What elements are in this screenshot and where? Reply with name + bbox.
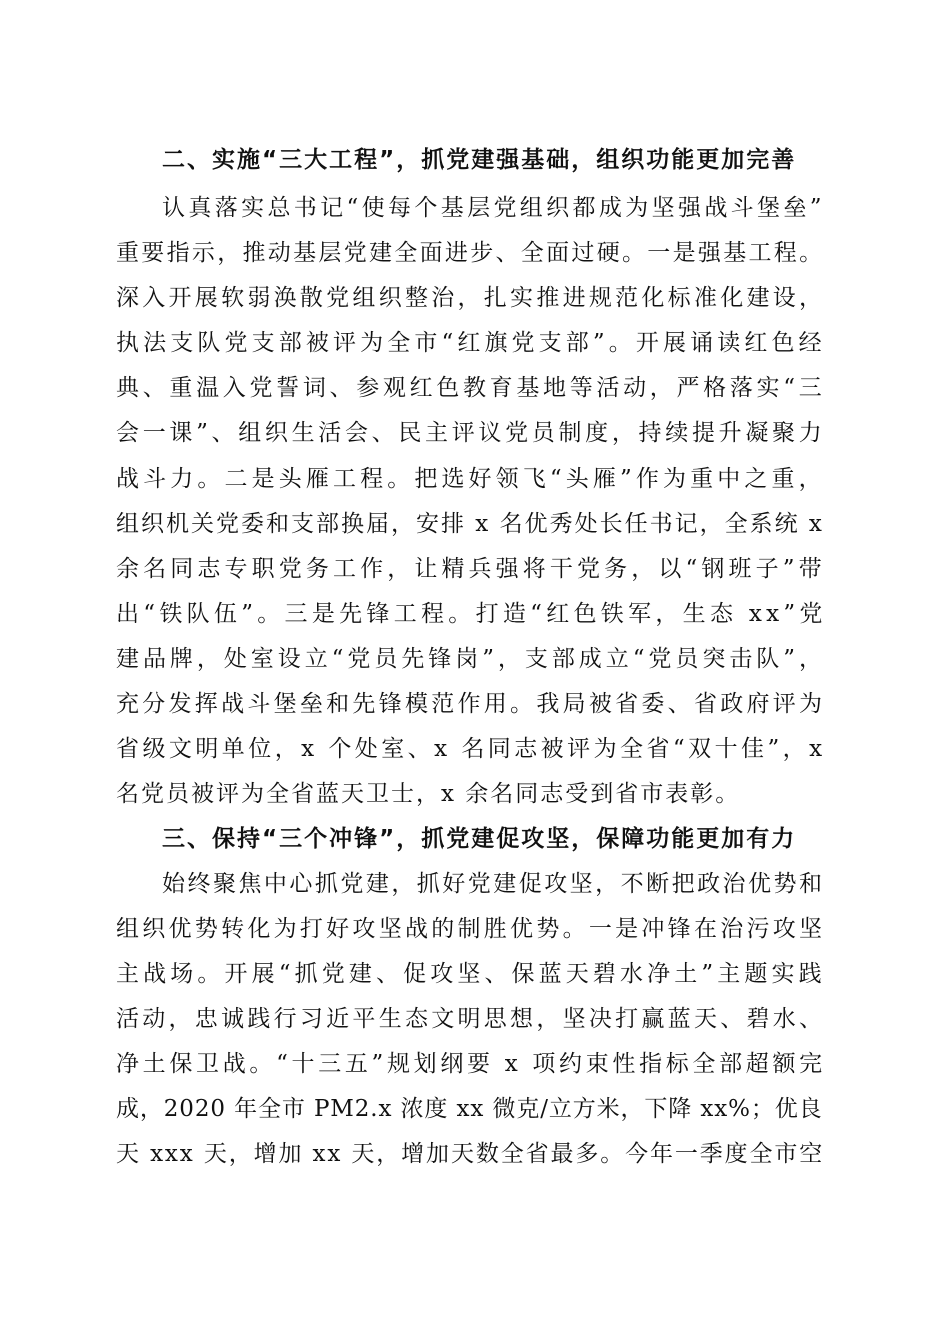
section-heading-3: 三、保持“三个冲锋”，抓党建促攻坚，保障功能更加有力 — [162, 826, 797, 852]
section-heading-2: 二、实施“三大工程”，抓党建强基础，组织功能更加完善 — [162, 147, 797, 173]
paragraph-line: 执法支队党支部被评为全市“红旗党支部”。开展诵读红色经 — [116, 330, 826, 356]
paragraph-line: 净土保卫战。“十三五”规划纲要 x 项约束性指标全部超额完 — [116, 1051, 826, 1077]
paragraph-line: 重要指示，推动基层党建全面进步、全面过硬。一是强基工程。 — [116, 240, 825, 266]
paragraph-line: 会一课”、组织生活会、民主评议党员制度，持续提升凝聚力 — [116, 420, 826, 446]
paragraph-line: 天 xxx 天，增加 xx 天，增加天数全省最多。今年一季度全市空 — [116, 1141, 825, 1167]
paragraph-line: 组织机关党委和支部换届，安排 x 名优秀处长任书记，全系统 x — [116, 511, 824, 537]
paragraph-line: 建品牌，处室设立“党员先锋岗”，支部成立“党员突击队”， — [116, 646, 826, 672]
paragraph-line: 充分发挥战斗堡垒和先锋模范作用。我局被省委、省政府评为 — [116, 691, 826, 717]
paragraph-line: 成，2020 年全市 PM2.x 浓度 xx 微克/立方米，下降 xx%；优良 — [116, 1096, 823, 1122]
paragraph-line: 主战场。开展“抓党建、促攻坚、保蓝天碧水净土”主题实践 — [116, 961, 826, 987]
paragraph-line: 认真落实总书记“使每个基层党组织都成为坚强战斗堡垒” — [162, 195, 825, 221]
paragraph-line: 余名同志专职党务工作，让精兵强将干党务，以“钢班子”带 — [116, 556, 826, 582]
paragraph-line: 活动，忠诚践行习近平生态文明思想，坚决打赢蓝天、碧水、 — [116, 1006, 826, 1032]
paragraph-line: 名党员被评为全省蓝天卫士，x 余名同志受到省市表彰。 — [116, 781, 741, 807]
paragraph-line: 始终聚焦中心抓党建，抓好党建促攻坚，不断把政治优势和 — [162, 871, 825, 897]
paragraph-line: 出“铁队伍”。三是先锋工程。打造“红色铁军，生态 xx”党 — [116, 601, 827, 627]
paragraph-line: 深入开展软弱涣散党组织整治，扎实推进规范化标准化建设， — [116, 285, 826, 311]
paragraph-line: 省级文明单位，x 个处室、x 名同志被评为全省“双十佳”，x — [116, 736, 826, 762]
paragraph-line: 战斗力。二是头雁工程。把选好领飞“头雁”作为重中之重， — [116, 466, 826, 492]
paragraph-line: 典、重温入党誓词、参观红色教育基地等活动，严格落实“三 — [116, 375, 826, 401]
paragraph-line: 组织优势转化为打好攻坚战的制胜优势。一是冲锋在治污攻坚 — [116, 916, 826, 942]
